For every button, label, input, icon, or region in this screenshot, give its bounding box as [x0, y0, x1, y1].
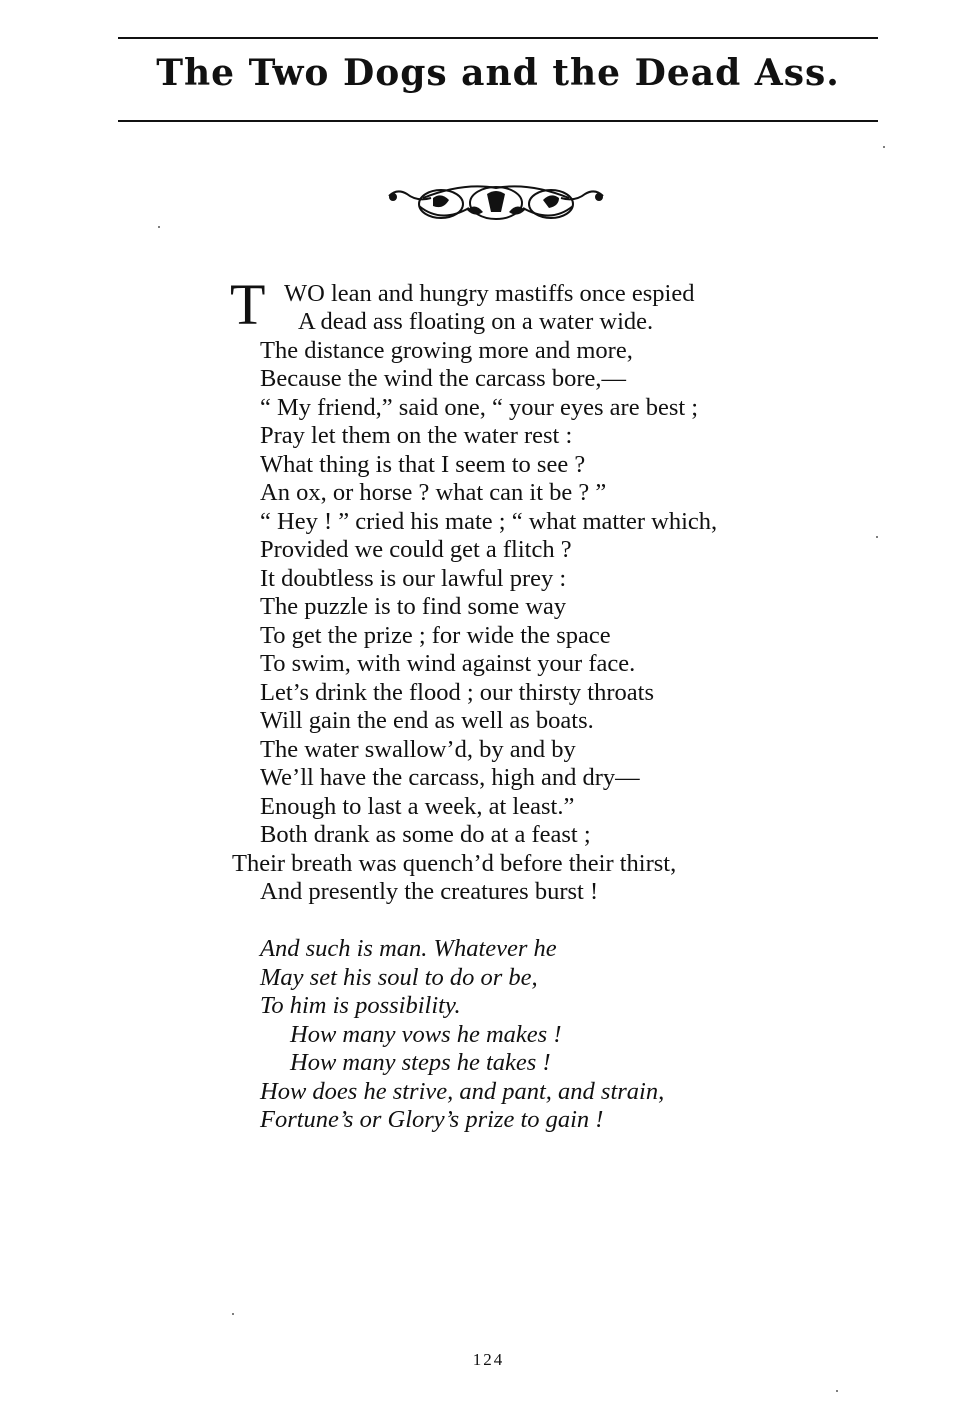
poem-line: The distance growing more and more,	[260, 337, 633, 364]
poem-line: Both drank as some do at a feast ;	[260, 821, 591, 848]
moral-line: How many vows he makes !	[290, 1021, 562, 1048]
scan-speck	[232, 1313, 234, 1315]
poem-line: To get the prize ; for wide the space	[260, 622, 611, 649]
poem-line: The puzzle is to find some way	[260, 593, 567, 620]
scan-speck	[883, 146, 885, 148]
poem-line: Will gain the end as well as boats.	[260, 707, 594, 734]
scan-speck	[158, 226, 160, 228]
moral-line: May set his soul to do or be,	[260, 964, 538, 991]
poem-line: Pray let them on the water rest :	[260, 422, 573, 449]
poem-line: It doubtless is our lawful prey :	[260, 565, 567, 592]
poem-line: Because the wind the carcass bore,—	[260, 365, 626, 392]
moral-line: Fortune’s or Glory’s prize to gain !	[260, 1106, 604, 1133]
page-title: The Two Dogs and the Dead Ass.	[156, 52, 840, 94]
top-rule	[118, 37, 878, 39]
poem-line: An ox, or horse ? what can it be ? ”	[260, 479, 607, 506]
poem-line: Let’s drink the flood ; our thirsty throats	[260, 679, 654, 706]
moral-line: And such is man. Whatever he	[260, 935, 557, 962]
scan-speck	[876, 536, 878, 538]
poem-line: “ Hey ! ” cried his mate ; “ what matter which,	[260, 508, 718, 535]
moral-line: How does he strive, and pant, and strain,	[260, 1078, 665, 1105]
moral-line: To him is possibility.	[260, 992, 461, 1019]
foliate-scroll-ornament-icon	[383, 180, 609, 226]
poem-line: To swim, with wind against your face.	[260, 650, 636, 677]
poem-line: And presently the creatures burst !	[260, 878, 599, 905]
poem-line: “ My friend,” said one, “ your eyes are best ;	[260, 394, 699, 421]
poem-line: Enough to last a week, at least.”	[260, 793, 575, 820]
poem-line: The water swallow’d, by and by	[260, 736, 576, 763]
moral-line: How many steps he takes !	[290, 1049, 551, 1076]
poem-line: We’ll have the carcass, high and dry—	[260, 764, 640, 791]
poem-line: What thing is that I seem to see ?	[260, 451, 586, 478]
scan-speck	[836, 1390, 838, 1392]
page-number: 124	[472, 1350, 505, 1369]
poem-line: A dead ass floating on a water wide.	[298, 308, 654, 335]
poem-line: Their breath was quench’d before their thirst,	[232, 850, 677, 877]
poem-line: WO lean and hungry mastiffs once espied	[284, 280, 695, 307]
bottom-rule	[118, 120, 878, 122]
poem-line: Provided we could get a flitch ?	[260, 536, 572, 563]
drop-cap: T	[230, 272, 266, 337]
